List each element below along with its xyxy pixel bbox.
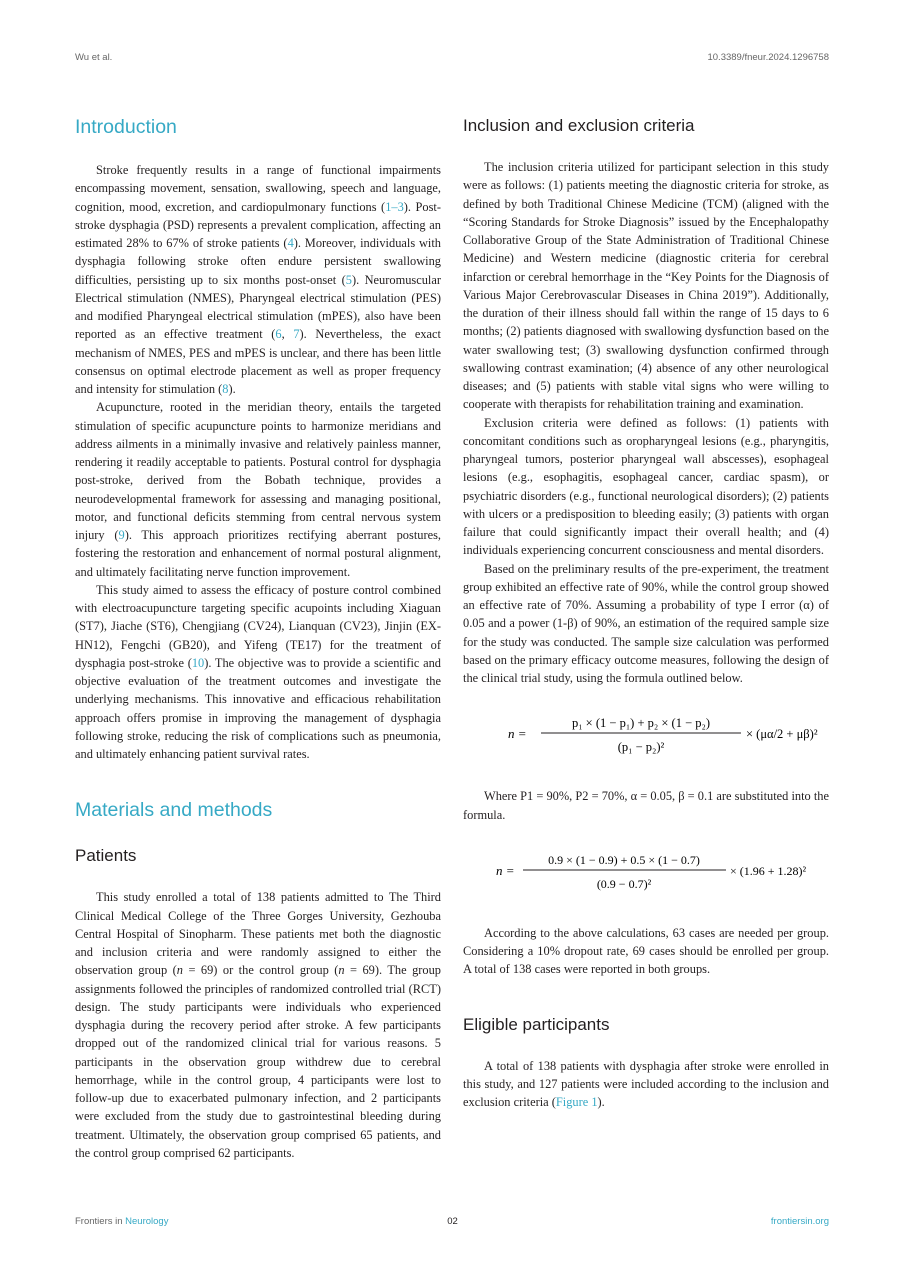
footer-page-number: 02 [447, 1216, 458, 1227]
citation-link[interactable]: 7 [293, 327, 300, 342]
formula2-lhs: n = [496, 862, 515, 878]
formula-numerator: p₁ × (1 − p₁) + p₂ × (1 − p₂) [571, 716, 711, 731]
citation-link[interactable]: 5 [345, 272, 352, 287]
formula-lhs: n = [508, 726, 527, 742]
citation-link[interactable]: 10 [191, 655, 205, 670]
text-run: = 69) or the control group ( [182, 963, 339, 978]
citation-link[interactable]: 1–3 [385, 199, 404, 214]
text-run: ). Moreover, individuals with dysphagia following stroke often endure persistent swallowing difficulties, persisting up to six months post-onset ( [75, 236, 442, 287]
eligible-paragraph [463, 1057, 829, 1112]
footer-site-link[interactable]: frontiersin.org [770, 1216, 829, 1227]
criteria-paragraph-3 [463, 560, 829, 688]
text-run: ). [597, 1095, 605, 1109]
footer-journal-link[interactable]: Neurology [125, 1216, 169, 1227]
text-run: ). Post-stroke dysphagia (PSD) represents a prevalent complication, affecting an estimated 28% to 67% of stroke patients ( [75, 199, 441, 250]
text-run: n [338, 963, 345, 978]
text-run: Based on the preliminary results of the pre-experiment, the treatment group exhibited an effective rate of 90%, while the control group showed an effective rate of 70%. Assuming a probability of type I error (α) of 0.05 and a power (1-β) of 90%, an estimation of the required sample size for the study was conducted. The sample size calculation was performed based on the primary efficacy outcome measures, following the design of the clinical trial study, using the formula outlined below. [463, 561, 829, 685]
citation-link[interactable]: 8 [222, 382, 229, 396]
intro-paragraph-3 [75, 581, 441, 764]
intro-paragraph-2 [75, 398, 441, 581]
right-column [463, 114, 829, 1111]
section-title-methods: Materials and methods [75, 799, 273, 822]
text-run: ). This approach prioritizes rectifying aberrant postures, fostering the restoration and enhancement of normal postural alignment, and ultimately facilitating nerve function improvement. [75, 528, 441, 579]
text-run: Acupuncture, rooted in the meridian theory, entails the targeted stimulation of specific acupuncture points to harmonize meridians and address ailments in a minimally invasive and relatively painless manner, rendering it readily acceptable to patients. Postural control for dysphagia post-stroke, derived from the Bobath technique, provides a neurodevelopmental framework for assessing and managing positional, motor, and functional deficits stemming from central nervous system injury ( [75, 400, 441, 542]
substituted-formula [463, 834, 829, 908]
citation-link[interactable]: Figure 1 [555, 1095, 598, 1109]
citation-link[interactable]: 6 [275, 327, 282, 342]
calculation-paragraph [463, 924, 829, 979]
text-run: = 69). The group assignments followed the principles of randomized controlled trial (RCT) design. The study participants were individuals who experienced dysphagia during the recovery period after stroke. A few participants dropped out of the randomized clinical trial for various reasons. 5 participants in the observation group withdrew due to cerebral hemorrhage, while in the control group, 4 participants were lost to follow-up due to exacerbated pulmonary infection, and 2 participants were excluded from the study due to gastrointestinal bleeding during treatment. Ultimately, the observation group comprised 65 patients, and the control group comprised 62 participants. [75, 963, 441, 1160]
text-run: Exclusion criteria were defined as follows: (1) patients with concomitant conditions such as oropharyngeal lesions (e.g., pharyngitis, pharyngeal tumors, posterior pharyngeal wall abscesses), esophageal lesions (e.g., esophagitis, esophageal cancer, cardiac spasm), or psychiatric disorders (e.g., functional neurological disorders); (2) patients with ulcers or a predisposition to bleeding easily; (3) patients with organ failure that could significantly impact their overall health; and (4) individuals experiencing concurrent consciousness and mental disorders. [463, 415, 829, 558]
subsection-title-patients: Patients [75, 846, 137, 866]
text-run: This study enrolled a total of 138 patients admitted to The Third Clinical Medical College of the Three Gorges University, Gezhouba Central Hospital of Sinopharm. These patients met both the diagnostic and inclusion criteria and were randomly assigned to either the observation group ( [75, 890, 441, 978]
where-paragraph [463, 787, 829, 824]
intro-paragraph-1 [75, 161, 441, 398]
subsection-title-eligible: Eligible participants [463, 1014, 610, 1034]
footer-journal-prefix: Frontiers in [75, 1216, 126, 1227]
running-header-doi: 10.3389/fneur.2024.1296758 [707, 52, 829, 63]
criteria-paragraph-1 [463, 158, 829, 414]
formula-denominator: (p₁ − p₂)² [617, 740, 665, 755]
section-title-introduction: Introduction [75, 116, 177, 138]
sample-size-formula [463, 697, 829, 771]
formula2-denominator: (0.9 − 0.7)² [596, 876, 652, 891]
text-run: Stroke frequently results in a range of functional impairments encompassing movement, sensation, swallowing, speech and language, cognition, mood, excretion, and cardiopulmonary functions ( [75, 163, 441, 214]
text-run: ). Neuromuscular Electrical stimulation (NMES), Pharyngeal electrical stimulation (PES) and modified Pharyngeal electrical stimulation (mPES), also have been reported as an effective treatment ( [75, 272, 441, 342]
formula2-svg [496, 841, 807, 901]
citation-link[interactable]: 4 [287, 236, 294, 250]
text-run: , [281, 327, 294, 342]
text-run: ). [228, 382, 236, 396]
formula2-tail: × (1.96 + 1.28)² [730, 863, 807, 878]
text-run: ). The objective was to provide a scientific and objective evaluation of the treatment outcomes and investigate the underlying mechanisms. This innovative and efficacious rehabilitation approach offers promise in improving the management of dysphagia following stroke, reducing the risk of complications such as pneumonia, and ultimately enhancing patient survival rates. [75, 655, 441, 761]
subsection-title-criteria: Inclusion and exclusion criteria [463, 116, 695, 135]
text-run: Where P1 = 90%, P2 = 70%, α = 0.05, β = 0.1 are substituted into the formula. [463, 789, 829, 822]
text-run: The inclusion criteria utilized for participant selection in this study were as follows: (1) patients meeting the diagnostic criteria for stroke, as defined by both Traditional Chinese Medicine (TCM) (aligned with the “Scoring Standards for Stroke Diagnosis” issued by the Encephalopathy Collaborative Group of the State Administration of Traditional Chinese Medicine) and Western medicine (diagnostic criteria for cerebral infarction or cerebral hemorrhage in the “Key Points for the Diagnosis of Various Major Cerebrovascular Diseases in China 2019”). Additionally, the duration of their illness should fall within the range of 15 days to 6 months; (2) patients diagnosed with swallowing dysfunction based on the water swallowing test; (3) swallowing dysfunction confirmed through swallowing contrast examination; (4) absence of any other neurological diseases; and (5) patients with stable vital signs who were willing to cooperate with therapists for rehabilitation training and examination. [463, 160, 829, 412]
text-run: According to the above calculations, 63 cases are needed per group. Considering a 10% dropout rate, 69 cases should be enrolled per group. A total of 138 cases were reported in both groups. [463, 925, 829, 977]
text-run: n [176, 963, 183, 978]
text-run: ). Nevertheless, the exact mechanism of NMES, PES and mPES is unclear, and there has been little consensus on optimal electrode placement as well as proper frequency and intensity for stimulation ( [75, 327, 441, 396]
citation-link[interactable]: 9 [118, 528, 125, 542]
formula-svg [496, 704, 818, 764]
criteria-paragraph-2 [463, 414, 829, 560]
patients-paragraph [75, 888, 441, 1162]
text-run: A total of 138 patients with dysphagia after stroke were enrolled in this study, and 127 patients were included according to the inclusion and exclusion criteria ( [463, 1058, 829, 1109]
running-header-authors: Wu et al. [75, 52, 113, 63]
formula2-numerator: 0.9 × (1 − 0.9) + 0.5 × (1 − 0.7) [548, 852, 700, 867]
text-run: This study aimed to assess the efficacy of posture control combined with electroacupuncture targeting specific acupoints including Xiaguan (ST7), Jiache (ST6), Chengjiang (CV24), Lianquan (CV23), Jinjin (EX-HN12), Fengchi (GB20), and Yifeng (TE17) for the treatment of dysphagia post-stroke ( [75, 582, 441, 670]
formula-tail: × (μα/2 + μβ)² [746, 727, 818, 742]
left-column [75, 114, 441, 1162]
